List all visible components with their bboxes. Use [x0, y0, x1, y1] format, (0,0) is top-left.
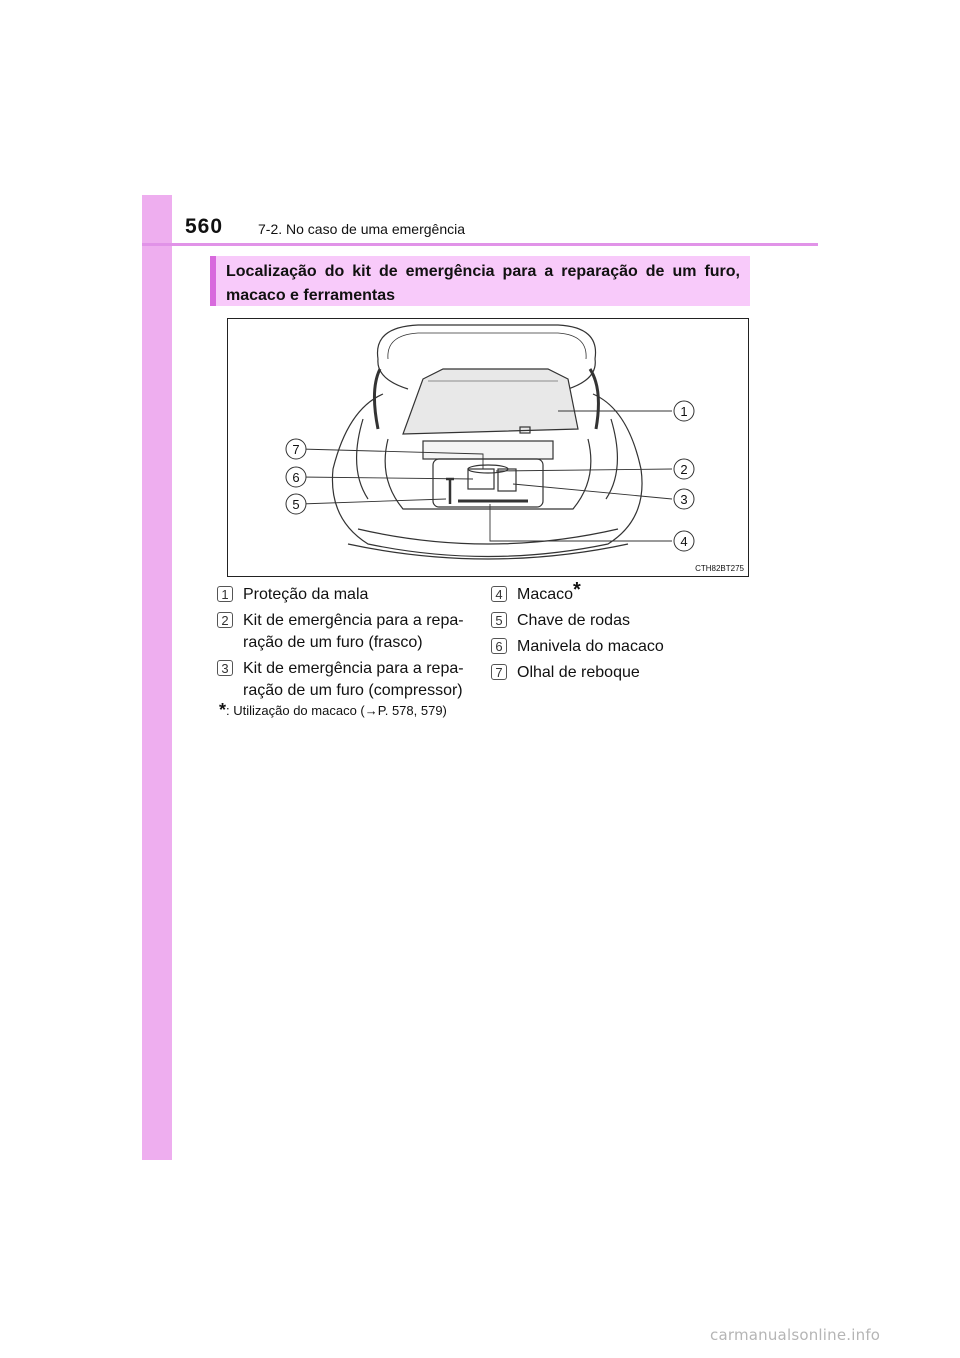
header-divider — [142, 243, 818, 246]
car-trunk-drawing — [228, 319, 748, 576]
section-heading — [210, 256, 750, 306]
legend-item-6 — [491, 636, 751, 660]
legend-item-2 — [217, 610, 482, 656]
heading-text — [226, 260, 740, 308]
callout-2: 2 — [680, 462, 688, 477]
asterisk-mark: * — [573, 579, 581, 601]
callout-3: 3 — [680, 492, 688, 507]
footnote — [219, 700, 447, 720]
page-number: 560 — [185, 215, 224, 238]
legend-number: 6 — [491, 638, 507, 654]
callout-1: 1 — [680, 404, 688, 419]
legend-label: Olhal de reboque — [517, 664, 640, 681]
legend-label: Manivela do macaco — [517, 638, 664, 655]
side-tab-strip — [142, 195, 172, 1160]
callout-4: 4 — [680, 534, 688, 549]
legend-label: Kit de emergência para a repa- — [243, 612, 464, 629]
legend-number: 2 — [217, 612, 233, 628]
legend-label: Chave de rodas — [517, 612, 630, 629]
legend-item-1 — [217, 584, 482, 608]
figure-code: CTH82BT275 — [695, 564, 744, 573]
legend-label: Macaco — [517, 586, 574, 603]
watermark: carmanualsonline.info — [710, 1326, 881, 1344]
heading-line-2: macaco e ferramentas — [226, 287, 395, 304]
callout-5: 5 — [292, 497, 300, 512]
footnote-text: : Utilização do macaco (→P. 578, 579) — [226, 703, 447, 718]
legend-number: 7 — [491, 664, 507, 680]
legend-number: 4 — [491, 586, 507, 602]
legend-label-cont: ração de um furo (frasco) — [243, 634, 423, 651]
callout-7: 7 — [292, 442, 300, 457]
legend-item-5 — [491, 610, 751, 634]
legend-label-wrap — [517, 579, 581, 606]
legend-number: 1 — [217, 586, 233, 602]
legend-number: 3 — [217, 660, 233, 676]
legend-label: Kit de emergência para a repa- — [243, 660, 464, 677]
heading-accent-bar — [210, 256, 216, 306]
callout-6: 6 — [292, 470, 300, 485]
legend-label: Proteção da mala — [243, 586, 369, 603]
legend-number: 5 — [491, 612, 507, 628]
legend-label-cont: ração de um furo (compressor) — [243, 682, 463, 699]
trunk-illustration — [227, 318, 749, 577]
legend-item-4 — [491, 579, 751, 608]
heading-line-1: Localização do kit de emergência para a reparação de um furo, — [226, 263, 740, 280]
section-title: 7-2. No caso de uma emergência — [258, 221, 465, 237]
legend-item-3 — [217, 658, 482, 704]
legend-item-7 — [491, 662, 751, 686]
footnote-asterisk: * — [219, 700, 227, 720]
